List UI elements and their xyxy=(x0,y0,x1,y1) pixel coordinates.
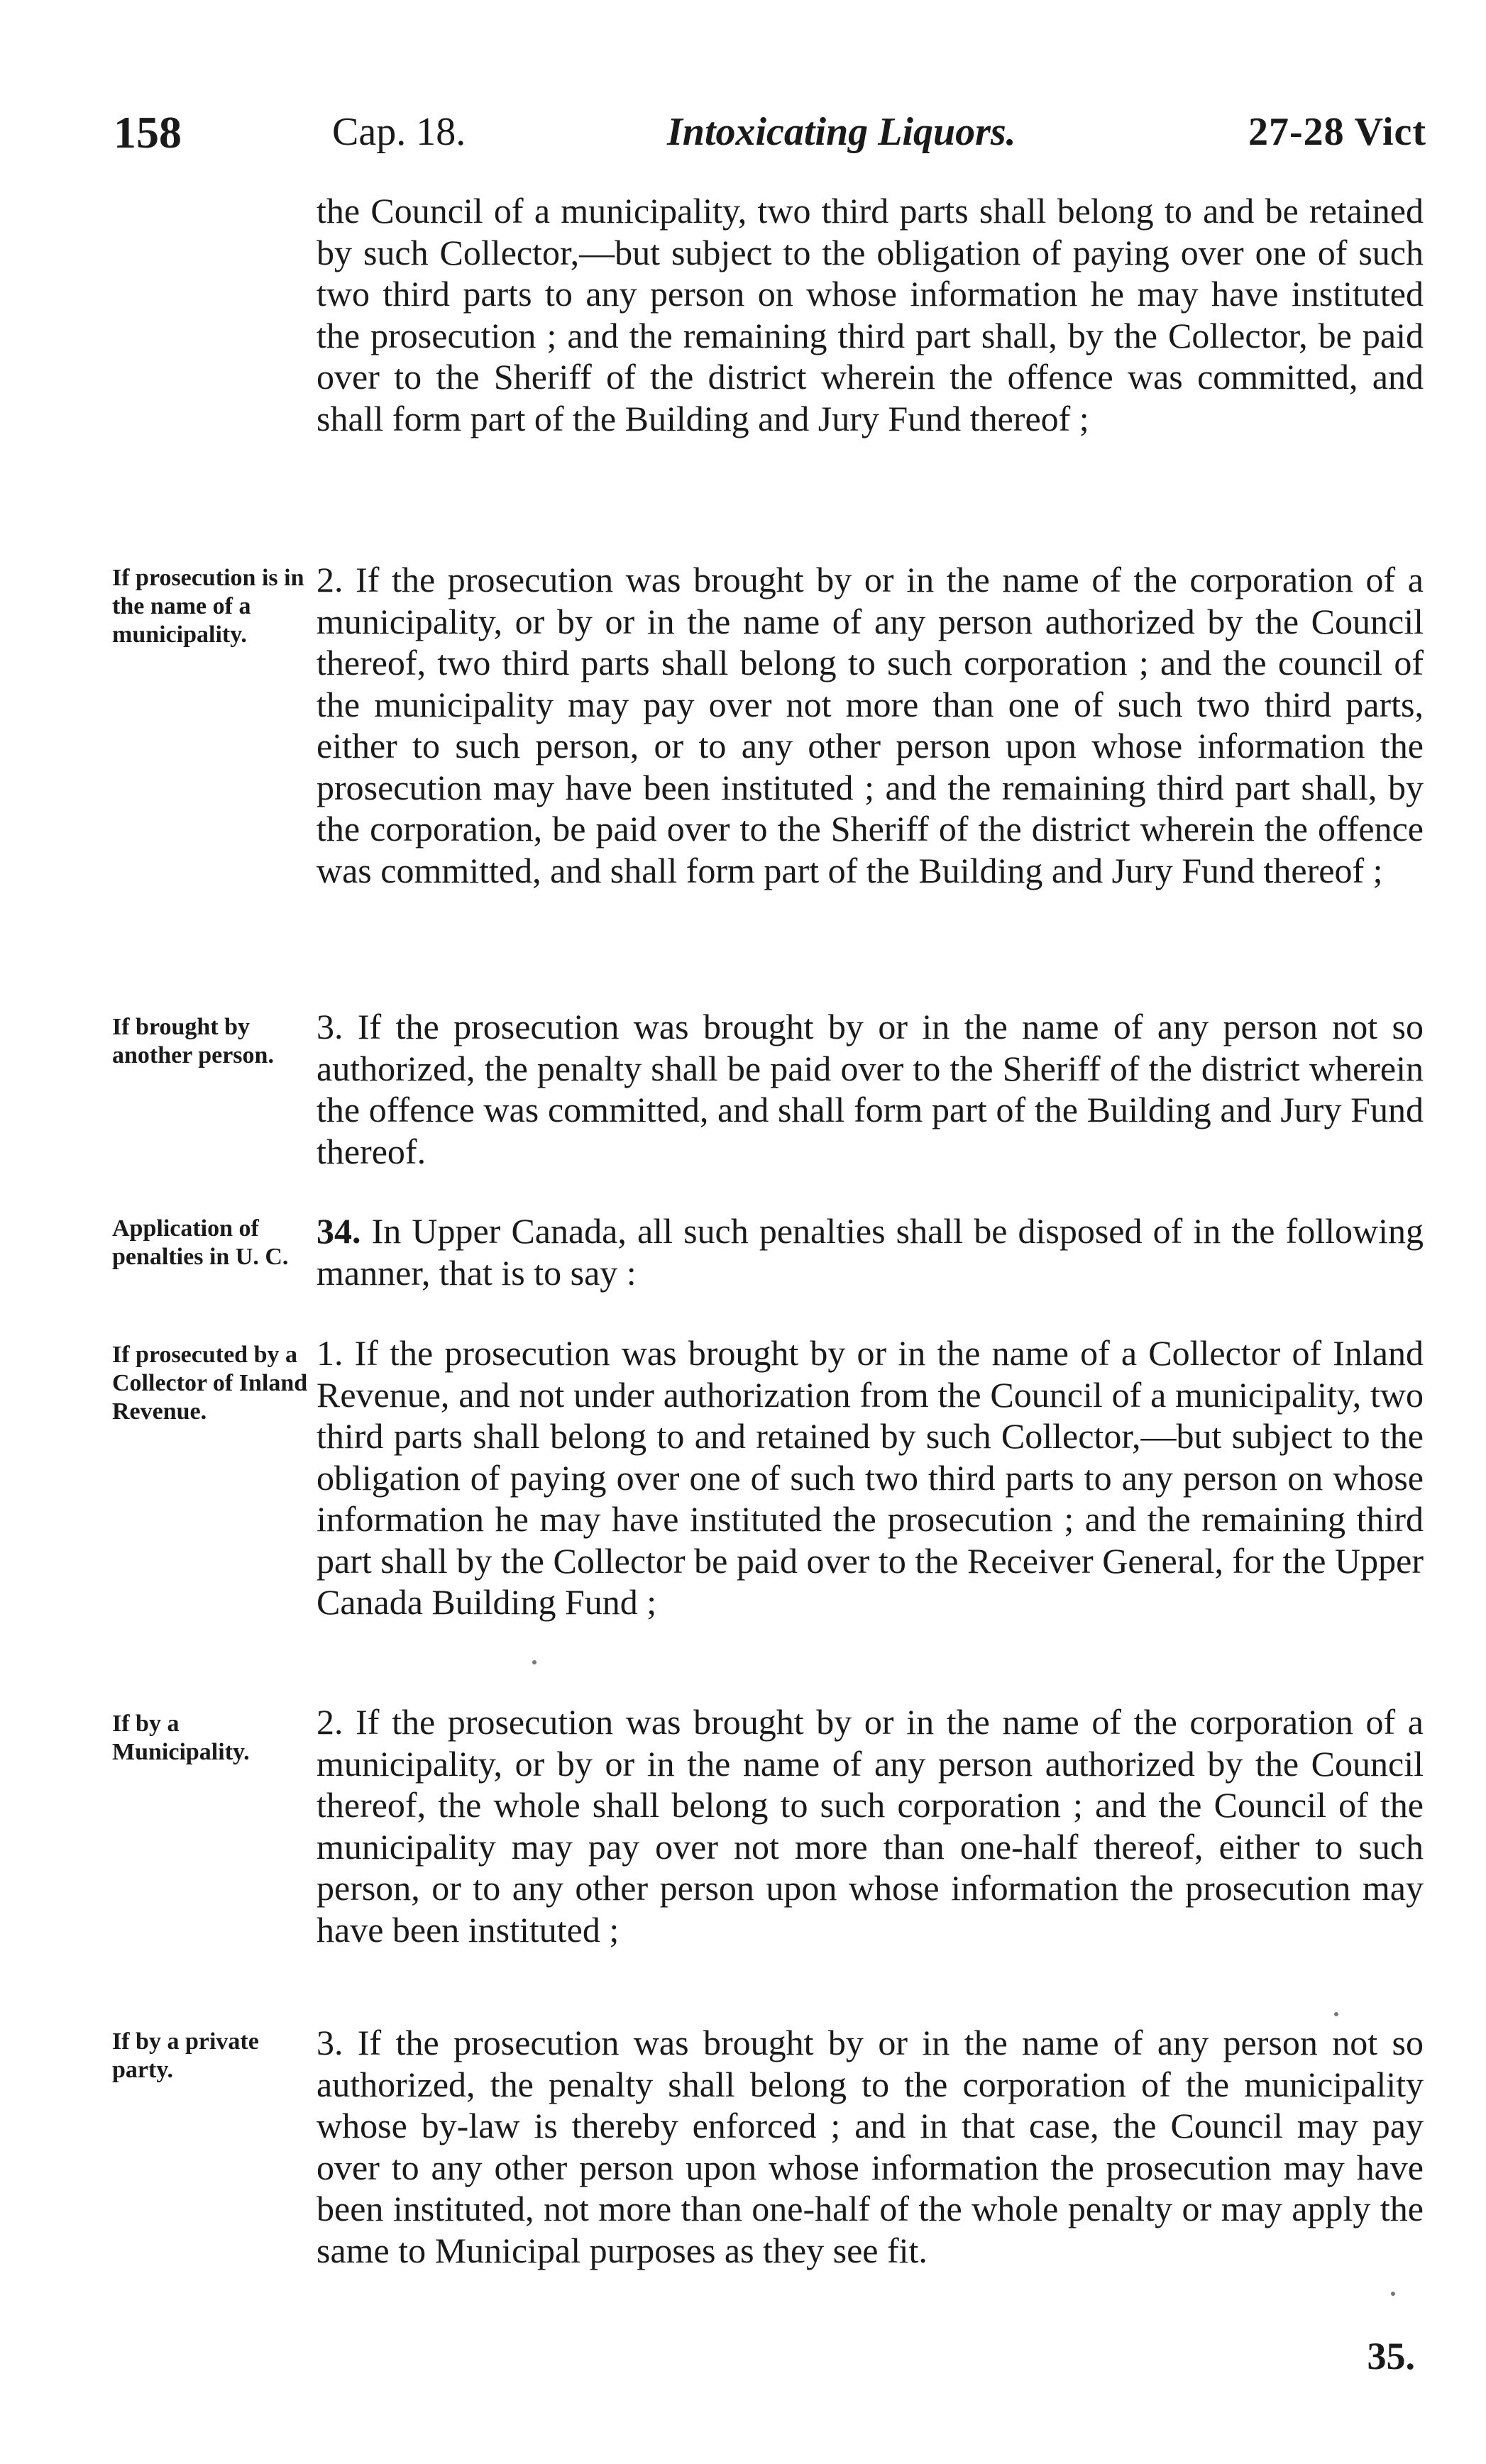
paragraph-text: the Council of a municipality, two third parts shall belong to and be retained by such Collector,—but subject to the obligation of paying over one of such two third parts to any person on whose information he may have instituted the prosecution ; and the remaining third part shall, by the Collector, be paid over to the Sheriff of the district wherein the offence was committed, and shall form part of the Building and Jury Fund thereof ; xyxy=(317,191,1424,438)
paragraph-subsection xyxy=(317,1006,1424,1172)
paragraph-subsection xyxy=(317,1701,1424,1950)
section-number: 34. xyxy=(317,1211,361,1251)
running-header xyxy=(106,106,1426,163)
margin-note: If prosecuted by a Collector of Inland Revenue. xyxy=(112,1342,308,1425)
paragraph-subsection xyxy=(317,1332,1424,1623)
paragraph-section xyxy=(317,1210,1424,1293)
paragraph-text: 2. If the prosecution was brought by or in the name of the corporation of a municipality, or by or in the name of any person authorized by the Council thereof, the whole shall belong to such corporation ; and the Council of the municipality may pay over not more than one-half thereof, either to such person, or to any other person upon whose information the prosecution may have been instituted ; xyxy=(317,1702,1424,1950)
paragraph-subsection xyxy=(317,2022,1424,2271)
running-title: Intoxicating Liquors. xyxy=(667,110,1016,154)
paragraph-continuation xyxy=(317,190,1424,439)
paragraph-subsection xyxy=(317,559,1424,891)
margin-note: If by a private party. xyxy=(112,2028,259,2083)
page-number: 158 xyxy=(114,107,182,158)
paragraph-text: In Upper Canada, all such penalties shall be disposed of in the following manner, that is to say : xyxy=(317,1211,1424,1293)
paragraph-text: 2. If the prosecution was brought by or in the name of the corporation of a municipality, or by or in the name of any person authorized by the Council thereof, two third parts shall belong to such corporation ; and the council of the municipality may pay over not more than one of such two third parts, either to such person, or to any other person upon whose information the prosecution may have been instituted ; and the remaining third part shall, by the corporation, be paid over to the Sheriff of the district wherein the offence was committed, and shall form part of the Building and Jury Fund thereof ; xyxy=(317,560,1424,890)
regnal-year: 27-28 Vict xyxy=(1248,110,1426,154)
paragraph-text: 3. If the prosecution was brought by or in the name of any person not so authorized, the penalty shall belong to the corporation of the municipality whose by-law is thereby enforced ; and in that case, the Council may pay over to any other person upon whose information the prosecution may have been instituted, not more than one-half of the whole penalty or may apply the same to Municipal purposes as they see fit. xyxy=(317,2023,1424,2270)
margin-note: If brought by another person. xyxy=(112,1014,274,1068)
paragraph-text: 1. If the prosecution was brought by or in the name of a Collector of Inland Revenue, and not under authorization from the Council of a municipality, two third parts shall belong to and retained by such Collector,—but subject to the obligation of paying over one of such two third parts to any person on whose information he may have instituted the prosecution ; and the remaining third part shall by the Collector be paid over to the Receiver General, for the Upper Canada Building Fund ; xyxy=(317,1333,1424,1622)
chapter-label: Cap. 18. xyxy=(332,110,466,154)
print-speck xyxy=(532,1660,536,1664)
paragraph-text: 3. If the prosecution was brought by or in the name of any person not so authorized, the penalty shall be paid over to the Sheriff of the district wherein the offence was committed, and shall form part of the Building and Jury Fund thereof. xyxy=(317,1007,1424,1171)
print-speck xyxy=(1391,2292,1395,2296)
margin-note: Application of penalties in U. C. xyxy=(112,1215,289,1270)
catchword: 35. xyxy=(1367,2335,1415,2377)
margin-note: If prosecution is in the name of a municipality. xyxy=(112,565,304,648)
print-speck xyxy=(1334,2012,1338,2016)
margin-note: If by a Municipality. xyxy=(112,1711,250,1765)
